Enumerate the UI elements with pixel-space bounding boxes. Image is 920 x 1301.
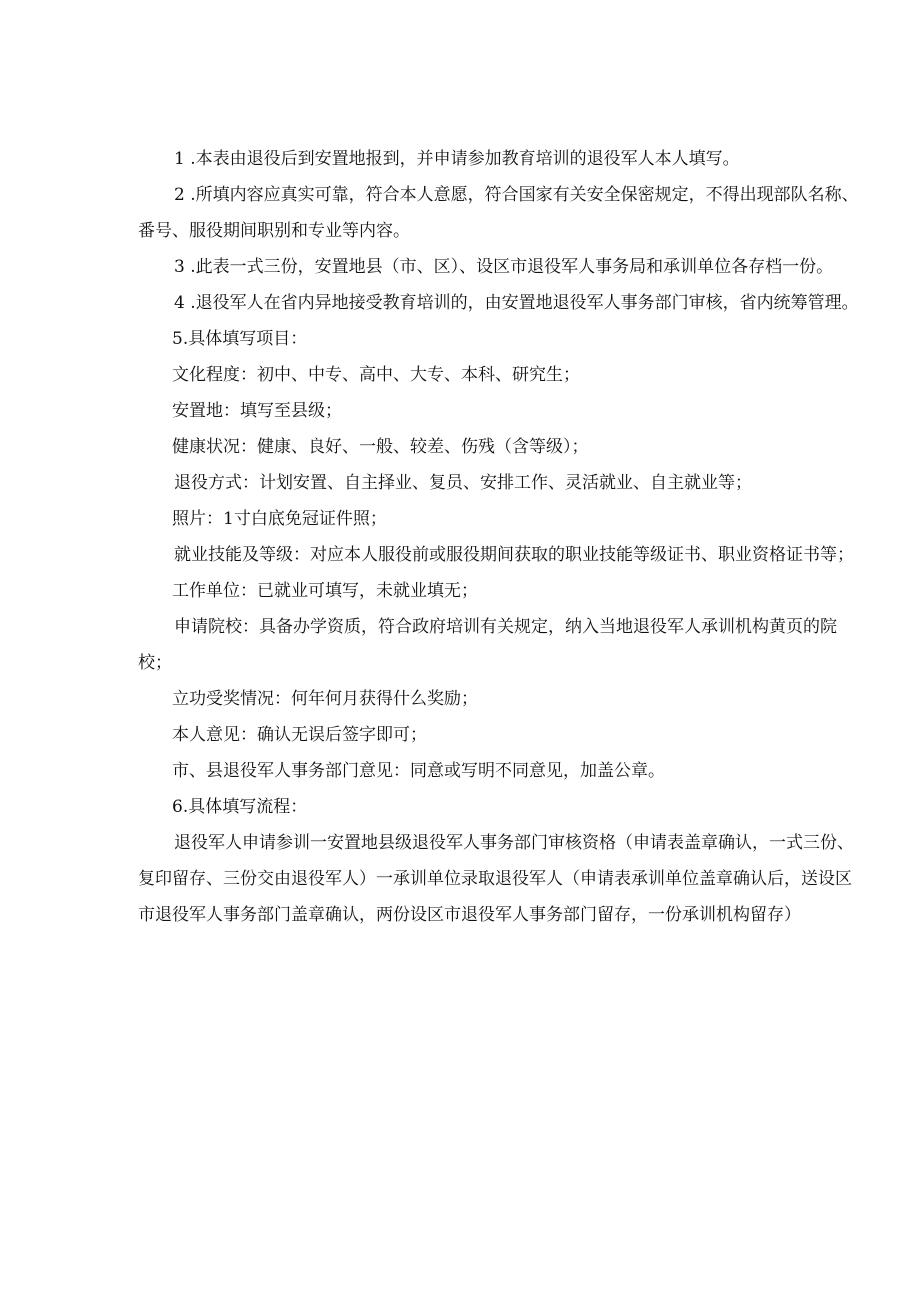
item-placement-location: 安置地：填写至县级； (172, 401, 342, 421)
item-health-status: 健康状况：健康、良好、一般、较差、伤残（含等级）； (172, 437, 589, 457)
instruction-paragraph-3: 3 .此表一式三份，安置地县（市、区）、设区市退役军人事务局和承训单位各存档一份。 (174, 257, 834, 277)
section-heading-fill-items: 5.具体填写项目： (172, 329, 308, 349)
item-personal-opinion: 本人意见：确认无误后签字即可； (172, 725, 427, 745)
item-photo: 照片：1寸白底免冠证件照； (172, 509, 387, 529)
item-education-level: 文化程度：初中、中专、高中、大专、本科、研究生； (172, 365, 580, 385)
item-department-opinion: 市、县退役军人事务部门意见：同意或写明不同意见，加盖公章。 (172, 761, 665, 781)
item-applied-school: 申请院校：具备办学资质，符合政府培训有关规定，纳入当地退役军人承训机构黄页的院校； (138, 617, 837, 673)
instruction-paragraph-2: 2 .所填内容应真实可靠，符合本人意愿，符合国家有关安全保密规定，不得出现部队名称、番号、服役期间职别和专业等内容。 (138, 185, 859, 241)
item-awards: 立功受奖情况：何年何月获得什么奖励； (172, 689, 478, 709)
item-work-unit: 工作单位：已就业可填写，未就业填无； (172, 581, 478, 601)
instruction-paragraph-1: 1 .本表由退役后到安置地报到，并申请参加教育培训的退役军人本人填写。 (174, 149, 740, 169)
section-heading-fill-process: 6.具体填写流程： (172, 797, 308, 817)
process-description: 退役军人申请参训一安置地县级退役军人事务部门审核资格（申请表盖章确认，一式三份、复印留存、三份交由退役军人）一承训单位录取退役军人（申请表承训单位盖章确认后，送设区市退役军人事务部门盖章确认，两份设区市退役军人事务部门留存，一份承训机构留存） (138, 833, 854, 925)
item-discharge-method: 退役方式：计划安置、自主择业、复员、安排工作、灵活就业、自主就业等； (174, 473, 752, 493)
instruction-paragraph-4: 4 .退役军人在省内异地接受教育培训的，由安置地退役军人事务部门审核，省内统筹管理。 (174, 293, 859, 313)
instructions-body (138, 141, 868, 933)
item-employment-skills: 就业技能及等级：对应本人服役前或服役期间获取的职业技能等级证书、职业资格证书等； (174, 545, 854, 565)
